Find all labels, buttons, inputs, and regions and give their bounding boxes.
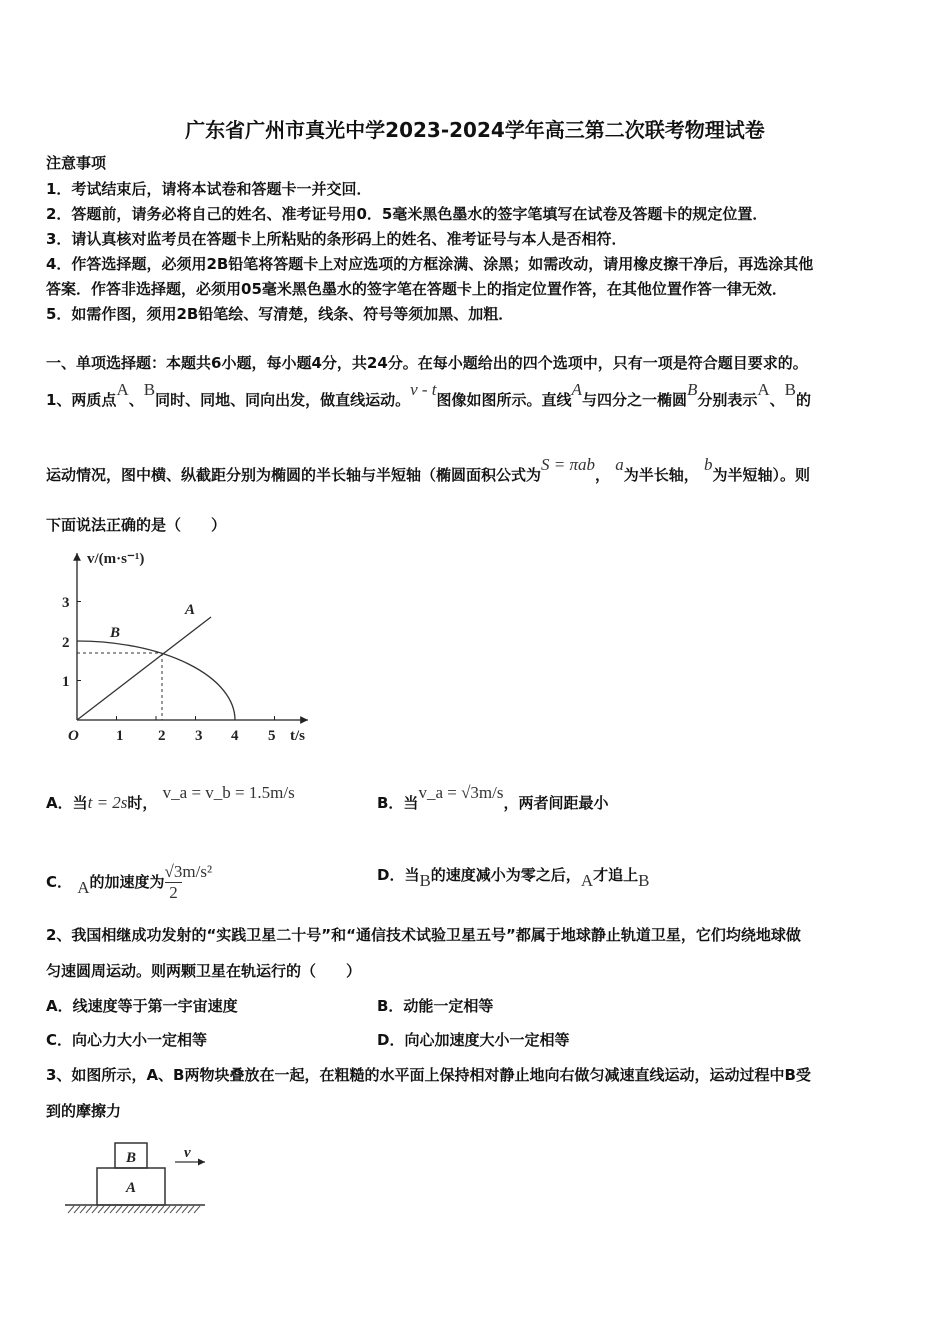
note-item: 1．考试结束后，请将本试卷和答题卡一并交回． [46, 180, 372, 198]
note-item: 5．如需作图，须用2B铅笔绘、写清楚，线条、符号等须加黑、加粗． [46, 305, 514, 323]
block-a-label: A [126, 1180, 137, 1196]
q2-option-b[interactable]: B．动能一定相等 [377, 997, 494, 1015]
q1-option-a[interactable] [46, 783, 295, 813]
q3-line1: 3、如图所示，A、B两物块叠放在一起，在粗糙的水平面上保持相对静止地向右做匀减速直线运动，运动过程中B受 [46, 1066, 811, 1084]
math: A [571, 380, 582, 399]
text: D．当 [377, 866, 420, 884]
math: A [580, 871, 594, 890]
x-tick-label: 2 [158, 728, 166, 744]
text: 的速度减小为零之后， [430, 866, 581, 884]
math: b [704, 455, 713, 474]
y-axis-label: v/(m·s⁻¹) [87, 551, 145, 567]
note-item: 答案．作答非选择题，必须用05毫米黑色墨水的签字笔在答题卡上的指定位置作答，在其他位置作答一律无效． [46, 280, 787, 298]
q2-option-d[interactable]: D．向心加速度大小一定相等 [377, 1031, 570, 1049]
x-tick-label: 1 [116, 728, 124, 744]
origin-label: O [68, 728, 79, 744]
math: A [77, 878, 90, 897]
y-tick-label: 2 [62, 635, 70, 651]
fraction-denominator: 2 [169, 883, 178, 902]
math: A [116, 380, 129, 399]
text: B．当 [377, 794, 419, 812]
label-A: A [185, 602, 196, 618]
fraction-numerator: √3 [164, 862, 183, 881]
q1-option-d[interactable] [377, 864, 650, 890]
velocity-label: v [184, 1145, 191, 1161]
y-tick-label: 3 [62, 595, 70, 611]
text: C． [46, 873, 73, 891]
text: 、 [128, 391, 144, 409]
q3-line2: 到的摩擦力 [46, 1102, 122, 1120]
math: a [615, 455, 624, 474]
q2-option-a[interactable]: A．线速度等于第一宇宙速度 [46, 997, 238, 1015]
q2-line2: 匀速圆周运动。则两颗卫星在轨运行的（ ） [46, 962, 362, 980]
q1-line3: 下面说法正确的是（ ） [46, 516, 227, 534]
vt-graph [50, 545, 320, 750]
text: 才追上 [593, 866, 639, 884]
section-heading: 一、单项选择题：本题共6小题，每小题4分，共24分。在每小题给出的四个选项中，只有一项是符合题目要求的。 [46, 354, 808, 372]
x-tick-label: 5 [268, 728, 276, 744]
y-tick-label: 1 [62, 674, 70, 690]
text: ， [595, 466, 611, 484]
math: m/s² [182, 862, 213, 881]
text: 、 [769, 391, 785, 409]
math: v_a = √3m/s [418, 783, 504, 802]
text: 的 [796, 391, 812, 409]
math: B [143, 380, 156, 399]
block-b-label: B [126, 1150, 137, 1166]
blocks-figure [60, 1135, 220, 1220]
text: 同时、同地、同向出发，做直线运动。 [155, 391, 411, 409]
math: A [757, 380, 770, 399]
text: 为半长轴， [623, 466, 699, 484]
ground-hatching [68, 1206, 200, 1213]
math: v - t [410, 380, 437, 399]
q1-option-b[interactable] [377, 783, 609, 813]
math: t = 2s [87, 793, 128, 812]
note-item: 3．请认真核对监考员在答题卡上所粘贴的条形码上的姓名、准考证号与本人是否相符． [46, 230, 627, 248]
math: B [686, 380, 698, 399]
math: v_a = v_b = 1.5m/s [162, 783, 295, 802]
text: 时， [127, 794, 158, 812]
notes-heading: 注意事项 [46, 154, 107, 172]
math: S = πab [541, 455, 596, 474]
text: 图像如图所示。直线 [436, 391, 572, 409]
q2-option-c[interactable]: C．向心力大小一定相等 [46, 1031, 208, 1049]
page-title: 广东省广州市真光中学2023-2024学年高三第二次联考物理试卷 [185, 118, 765, 142]
q1-line2 [46, 455, 811, 485]
math: B [784, 380, 796, 399]
label-B: B [110, 625, 121, 641]
q1-option-c[interactable] [46, 862, 212, 903]
note-item: 4．作答选择题，必须用2B铅笔将答题卡上对应选项的方框涂满、涂黑；如需改动，请用橡皮擦干净后，再选涂其他 [46, 255, 814, 273]
text: 的加速度为 [89, 873, 165, 891]
text: 1、两质点 [46, 391, 117, 409]
text: ，两者间距最小 [503, 794, 609, 812]
math: B [638, 871, 650, 890]
q2-line1: 2、我国相继成功发射的“实践卫星二十号”和“通信技术试验卫星五号”都属于地球静止轨道卫星，它们均绕地球做 [46, 926, 801, 944]
x-tick-label: 3 [195, 728, 203, 744]
text: 为半短轴）。则 [712, 466, 811, 484]
q1-line1 [46, 380, 812, 410]
note-item: 2．答题前，请务必将自己的姓名、准考证号用0．5毫米黑色墨水的签字笔填写在试卷及答题卡的规定位置． [46, 205, 768, 223]
text: 分别表示 [697, 391, 758, 409]
series-A-line [77, 617, 211, 720]
text: 与四分之一椭圆 [581, 391, 687, 409]
text: 运动情况，图中横、纵截距分别为椭圆的半长轴与半短轴（椭圆面积公式为 [46, 466, 542, 484]
text: A．当 [46, 794, 88, 812]
math: B [419, 871, 431, 890]
x-tick-label: 4 [231, 728, 239, 744]
x-axis-label: t/s [290, 728, 305, 744]
